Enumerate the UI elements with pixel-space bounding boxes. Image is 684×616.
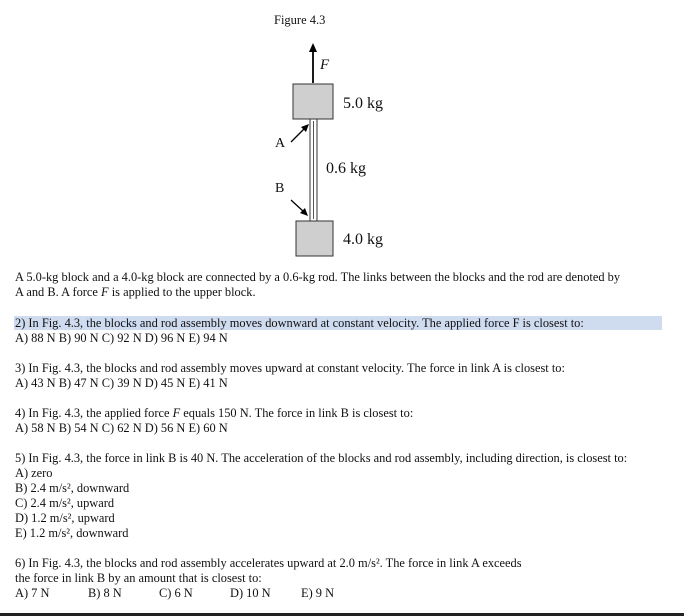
link-b-label: B	[275, 181, 285, 196]
q5-option-a: A) zero	[15, 466, 53, 480]
q6-option-e: E) 9 N	[301, 586, 335, 600]
lower-mass-label: 4.0 kg	[343, 231, 383, 248]
figure-title: Figure 4.3	[274, 13, 326, 27]
upper-mass-label: 5.0 kg	[343, 95, 383, 112]
q4-force-var: F	[172, 406, 181, 420]
q4-stem	[15, 406, 413, 421]
q4-options: A) 58 N B) 54 N C) 62 N D) 56 N E) 60 N	[15, 421, 228, 435]
q2-stem[interactable]: 2) In Fig. 4.3, the blocks and rod assembly moves downward at constant velocity. The applied force F is closest to:	[15, 316, 584, 330]
q6-option-a: A) 7 N	[15, 586, 50, 600]
q4-stem-post: equals 150 N. The force in link B is closest to:	[180, 406, 414, 420]
link-a-arrow	[291, 128, 305, 142]
figure-diagram	[0, 0, 684, 270]
intro-line-2	[15, 285, 256, 300]
q5-option-d: D) 1.2 m/s², upward	[15, 511, 115, 525]
q2-options: A) 88 N B) 90 N C) 92 N D) 96 N E) 94 N	[15, 331, 228, 345]
q3-stem: 3) In Fig. 4.3, the blocks and rod assembly moves upward at constant velocity. The force in link A is closest to:	[15, 361, 565, 375]
q6-stem-line-1: 6) In Fig. 4.3, the blocks and rod assembly accelerates upward at 2.0 m/s². The force in link A exceeds	[15, 556, 522, 570]
q6-stem-line-2: the force in link B by an amount that is closest to:	[15, 571, 262, 585]
q5-option-b: B) 2.4 m/s², downward	[15, 481, 130, 495]
q6-option-c: C) 6 N	[159, 586, 193, 600]
q5-option-e: E) 1.2 m/s², downward	[15, 526, 129, 540]
q3-options: A) 43 N B) 47 N C) 39 N D) 45 N E) 41 N	[15, 376, 228, 390]
q5-stem: 5) In Fig. 4.3, the force in link B is 40 N. The acceleration of the blocks and rod assembly, including direction, is closest to:	[15, 451, 628, 465]
upper-block	[293, 84, 333, 119]
intro-line-2-pre: A and B. A force	[15, 285, 102, 299]
lower-block	[296, 221, 333, 256]
q6-option-d: D) 10 N	[230, 586, 271, 600]
force-label: F	[320, 57, 330, 73]
q5-option-c: C) 2.4 m/s², upward	[15, 496, 115, 510]
intro-force-var: F	[101, 285, 109, 299]
force-arrow-head	[309, 43, 317, 52]
intro-line-2-post: is applied to the upper block.	[108, 285, 256, 299]
link-a-label: A	[275, 136, 286, 151]
rod-mass-label: 0.6 kg	[326, 160, 366, 177]
q6-options	[15, 586, 334, 601]
link-b-arrow	[291, 200, 304, 212]
q6-option-b: B) 8 N	[88, 586, 122, 600]
q4-stem-pre: 4) In Fig. 4.3, the applied force	[15, 406, 173, 420]
intro-line-1: A 5.0-kg block and a 4.0-kg block are connected by a 0.6-kg rod. The links between the blocks and the rod are denoted by	[15, 270, 621, 284]
